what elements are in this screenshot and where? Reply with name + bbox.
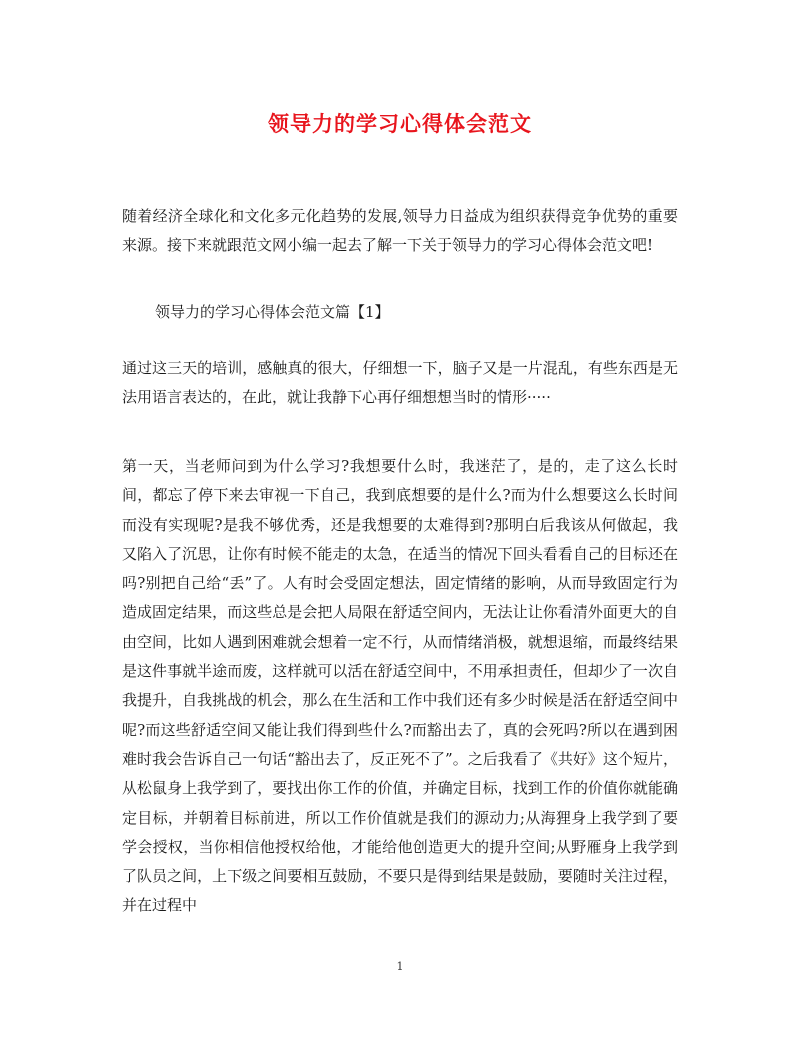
page-number: 1: [396, 960, 404, 973]
section-heading: 领导力的学习心得体会范文篇【1】: [155, 303, 390, 321]
intro-paragraph: 随着经济全球化和文化多元化趋势的发展,领导力日益成为组织获得竞争优势的重要来源。接下来就跟范文网小编一起去了解一下关于领导力的学习心得体会范文吧!: [122, 207, 678, 255]
body-paragraph-2: 第一天，当老师问到为什么学习?我想要什么时，我迷茫了，是的，走了这么长时间，都忘了停下来去审视一下自己，我到底想要的是什么?而为什么想要这么长时间而没有实现呢?是我不够优秀，还是我想要的太难得到?那明白后我该从何做起，我又陷入了沉思，让你有时候不能走的太急，在适当的情况下回头看看自己的目标还在吗?别把自己给“丢”了。人有时会受固定想法，固定情绪的影响，从而导致固定行为造成固定结果，而这些总是会把人局限在舒适空间内，无法让让你看清外面更大的自由空间，比如人遇到困难就会想着一定不行，从而情绪消极，就想退缩，而最终结果是这件事就半途而废，这样就可以活在舒适空间中，不用承担责任，但却少了一次自我提升，自我挑战的机会，那么在生活和工作中我们还有多少时候是活在舒适空间中呢?而这些舒适空间又能让我们得到些什么?而豁出去了，真的会死吗?所以在遇到困难时我会告诉自己一句话“豁出去了，反正死不了”。之后我看了《共好》这个短片，从松鼠身上我学到了，要找出你工作的价值，并确定目标，找到工作的价值你就能确定目标，并朝着目标前进，所以工作价值就是我们的源动力;从海狸身上我学到了要学会授权，当你相信他授权给他，才能给他创造更大的提升空间;从野雁身上我学到了队员之间，上下级之间要相互鼓励，不要只是得到结果是鼓励，要随时关注过程，并在过程中: [122, 457, 678, 915]
body-paragraph-1: 通过这三天的培训，感触真的很大，仔细想一下，脑子又是一片混乱，有些东西是无法用语言表达的，在此，就让我静下心再仔细想想当时的情形·····: [122, 359, 678, 407]
document-title: 领导力的学习心得体会范文: [268, 111, 532, 136]
